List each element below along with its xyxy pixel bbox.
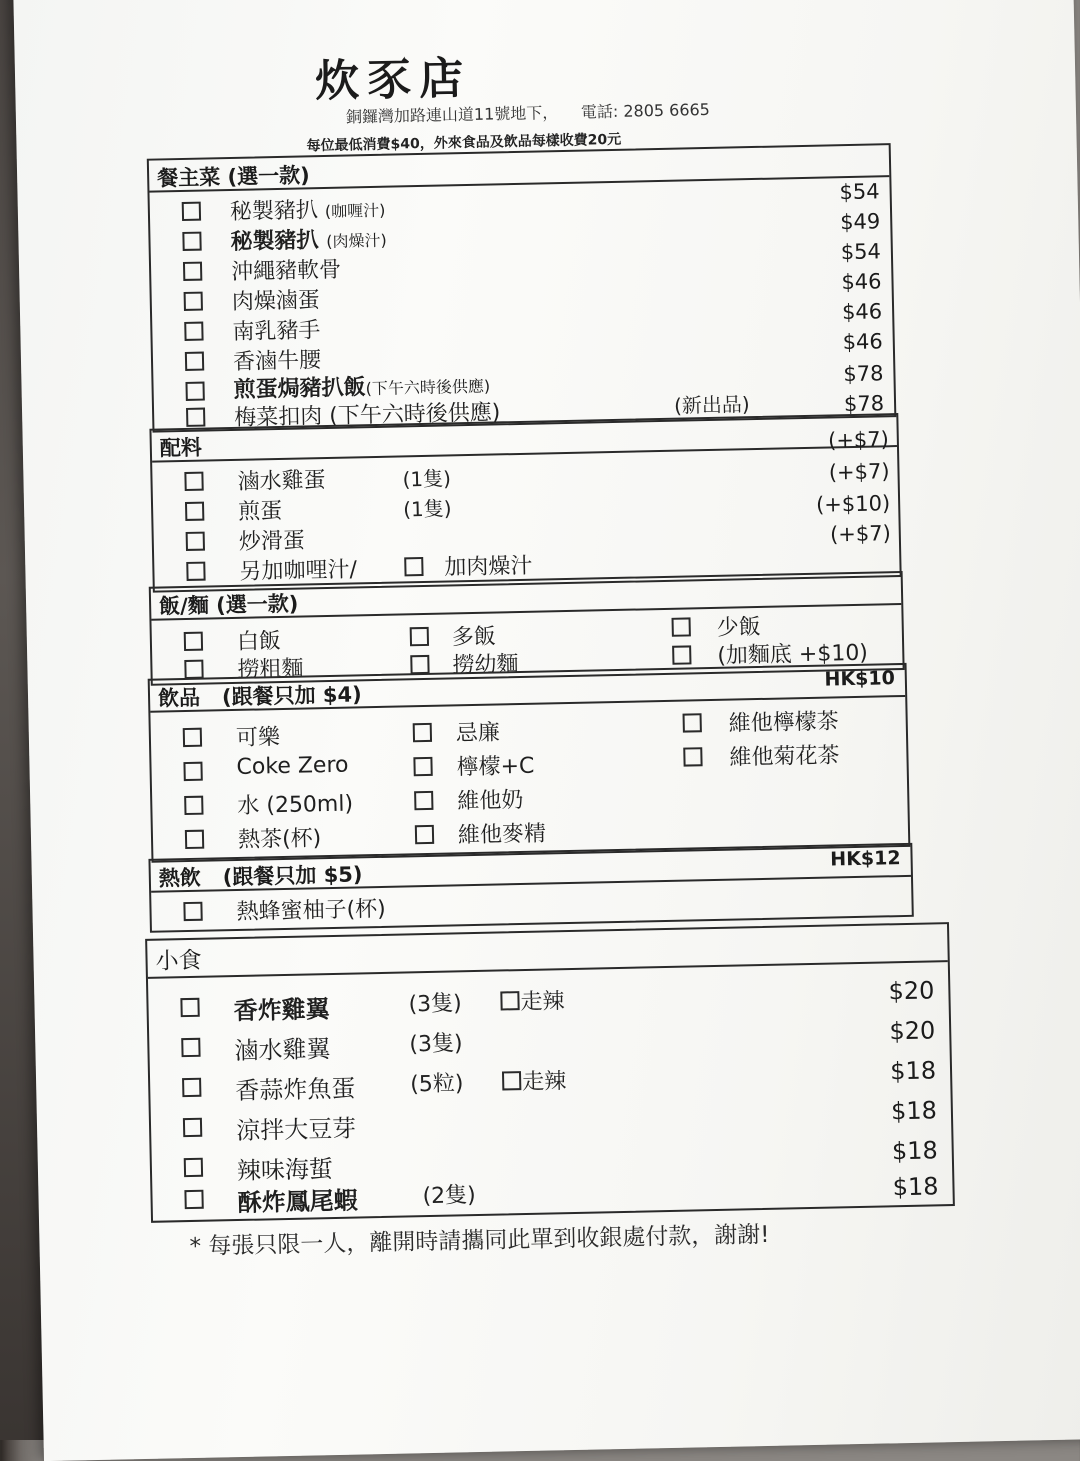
snack-price-6: $18 — [892, 1172, 939, 1202]
drink-coke-zero: Coke Zero — [236, 752, 349, 780]
mains-title: 餐主菜 (選一款) — [156, 163, 310, 191]
drinks-price: HK$10 — [824, 667, 896, 691]
drink-vita-soy: 維他奶 — [457, 787, 524, 815]
side-price-4: (+$7) — [829, 521, 892, 547]
drink-cream-soda: 忌廉 — [455, 720, 501, 747]
mains-section — [147, 143, 897, 433]
noodle-add: (加麵底 +$10) — [717, 640, 869, 669]
snack-item-2: 滷水雞翼 — [234, 1035, 331, 1066]
hot-honey-citron: 熱蜂蜜柚子(杯) — [236, 896, 386, 925]
snacks-header — [147, 924, 948, 979]
main-item-6: 香滷牛腰 — [232, 348, 322, 375]
drink-checkbox[interactable] — [683, 747, 702, 766]
side-checkbox[interactable] — [185, 502, 204, 521]
rice-title: 飯/麵 (選一款) — [158, 591, 299, 619]
snack-checkbox[interactable] — [184, 1190, 203, 1209]
drink-checkbox[interactable] — [413, 757, 432, 776]
main-item-3: 沖繩豬軟骨 — [230, 257, 342, 285]
side-item-3: 炒滑蛋 — [238, 528, 306, 555]
side-checkbox[interactable] — [184, 472, 203, 491]
snack-price-3: $18 — [889, 1056, 937, 1086]
side-item-1: 滷水雞蛋 — [237, 468, 326, 495]
hot-drinks-price: HK$12 — [830, 847, 901, 871]
side-price-1: (+$7) — [827, 427, 890, 453]
main-checkbox[interactable] — [182, 202, 201, 221]
main-price-3: $54 — [840, 239, 882, 265]
snack-checkbox[interactable] — [180, 998, 199, 1017]
side-extra-sauce: 加肉燥汁 — [444, 553, 533, 581]
main-checkbox[interactable] — [184, 292, 203, 311]
side-checkbox[interactable] — [186, 532, 205, 551]
mains-header — [149, 145, 890, 192]
restaurant-address: 銅鑼灣加路連山道11號地下， — [345, 103, 559, 127]
snacks-section — [145, 922, 955, 1223]
hot-drink-checkbox[interactable] — [183, 902, 202, 921]
main-price-8: $78 — [843, 391, 885, 417]
side-item-2: 煎蛋 — [237, 498, 283, 525]
side-price-2: (+$7) — [828, 459, 890, 485]
minimum-charge-notice: 每位最低消費$40，外來食品及飲品每樣收費20元 — [306, 131, 622, 155]
drink-checkbox[interactable] — [183, 728, 202, 747]
main-price-1: $54 — [839, 179, 880, 205]
snack-qty-6: (2隻) — [422, 1183, 477, 1210]
snack-qty-3: (5粒) — [409, 1071, 464, 1098]
menu-paper — [13, 0, 1080, 1461]
snack-checkbox[interactable] — [184, 1158, 203, 1177]
main-item-1: 秘製豬扒 (咖喱汁) — [229, 198, 386, 225]
drink-hot-tea: 熱茶(杯) — [237, 826, 322, 853]
snack-price-1: $20 — [888, 976, 935, 1006]
drink-chrysanthemum-tea: 維他菊花茶 — [729, 743, 840, 771]
drink-cola: 可樂 — [235, 725, 281, 751]
main-price-4: $46 — [841, 269, 882, 295]
noodle-thin: 撈幼麵 — [452, 652, 519, 679]
drink-checkbox[interactable] — [184, 796, 203, 815]
snack-price-2: $20 — [889, 1016, 936, 1046]
noodle-checkbox[interactable] — [672, 645, 691, 664]
sides-section — [149, 413, 901, 593]
main-item-2: 秘製豬扒 (肉燥汁) — [230, 228, 387, 255]
drink-checkbox[interactable] — [415, 825, 434, 844]
drink-lemon-tea: 維他檸檬茶 — [728, 709, 840, 737]
rice-checkbox[interactable] — [672, 617, 691, 636]
snack-item-6: 酥炸鳳尾蝦 — [237, 1186, 358, 1218]
drink-checkbox[interactable] — [413, 723, 432, 742]
side-item-4: 另加咖哩汁/ — [239, 557, 358, 585]
noodle-checkbox[interactable] — [410, 655, 429, 674]
side-price-3: (+$10) — [815, 491, 891, 517]
drink-water: 水 (250ml) — [237, 791, 354, 819]
snack-opt-3: 走辣 — [521, 1069, 567, 1096]
snack-price-4: $18 — [890, 1096, 938, 1126]
main-checkbox[interactable] — [182, 232, 201, 251]
drink-checkbox[interactable] — [683, 713, 702, 732]
side-qty-1: (1隻) — [402, 466, 452, 492]
drink-lemon-c: 檸檬+C — [456, 753, 535, 781]
new-item-badge: (新出品) — [673, 392, 750, 418]
drinks-section — [148, 663, 911, 863]
drinks-title: 飲品 (跟餐只加 $4) — [157, 682, 362, 711]
noodle-thick: 撈粗麵 — [237, 656, 304, 683]
snack-item-4: 涼拌大豆芽 — [235, 1114, 357, 1146]
footer-notice: * 每張只限一人，離開時請攜同此單到收銀處付款，謝謝! — [189, 1221, 770, 1261]
rice-white: 白飯 — [236, 629, 282, 655]
main-checkbox[interactable] — [186, 408, 205, 427]
drink-checkbox[interactable] — [185, 830, 204, 849]
main-price-5: $46 — [841, 299, 883, 325]
side-qty-2: (1隻) — [402, 496, 452, 522]
main-item-8: 梅菜扣肉 (下午六時後供應) — [233, 400, 501, 431]
snack-price-5: $18 — [891, 1136, 939, 1166]
extra-sauce-checkbox[interactable] — [404, 557, 423, 576]
main-checkbox[interactable] — [185, 382, 204, 401]
side-checkbox[interactable] — [186, 562, 205, 581]
main-item-5: 南乳豬手 — [232, 318, 321, 345]
rice-less: 少飯 — [716, 614, 762, 641]
main-checkbox[interactable] — [184, 322, 203, 341]
main-price-7: $78 — [843, 361, 884, 387]
snack-item-1: 香炸雞翼 — [233, 995, 330, 1026]
main-item-7: 煎蛋焗豬扒飯(下午六時後供應) — [233, 375, 491, 403]
main-item-4: 肉燥滷蛋 — [231, 288, 321, 315]
drink-checkbox[interactable] — [183, 762, 202, 781]
rice-checkbox[interactable] — [184, 632, 203, 651]
restaurant-name: 炊豕店 — [314, 52, 472, 108]
snack-checkbox[interactable] — [183, 1118, 202, 1137]
main-checkbox[interactable] — [183, 262, 202, 281]
restaurant-phone: 電話: 2805 6665 — [580, 99, 711, 122]
snacks-title: 小食 — [155, 947, 202, 975]
snack-item-3: 香蒜炸魚蛋 — [235, 1074, 356, 1106]
snack-checkbox[interactable] — [181, 1038, 200, 1057]
hot-drinks-section — [148, 843, 913, 933]
hot-drinks-title: 熱飲 (跟餐只加 $5) — [158, 862, 363, 891]
snack-checkbox[interactable] — [182, 1078, 201, 1097]
snack-qty-2: (3隻) — [409, 1031, 463, 1058]
no-spicy-checkbox[interactable] — [500, 991, 519, 1010]
rice-checkbox[interactable] — [410, 627, 429, 646]
drink-checkbox[interactable] — [414, 791, 433, 810]
main-price-2: $49 — [839, 209, 881, 235]
main-price-6: $46 — [842, 329, 884, 355]
no-spicy-checkbox[interactable] — [502, 1071, 521, 1090]
snack-qty-1: (3隻) — [408, 991, 462, 1018]
sides-title: 配料 — [159, 435, 203, 461]
rice-extra: 多飯 — [451, 624, 497, 651]
main-checkbox[interactable] — [185, 352, 204, 371]
snack-item-5: 辣味海蜇 — [236, 1155, 334, 1186]
noodle-checkbox[interactable] — [184, 660, 203, 679]
snack-opt-1: 走辣 — [520, 989, 565, 1016]
drink-vita-malt: 維他麥精 — [457, 821, 547, 849]
